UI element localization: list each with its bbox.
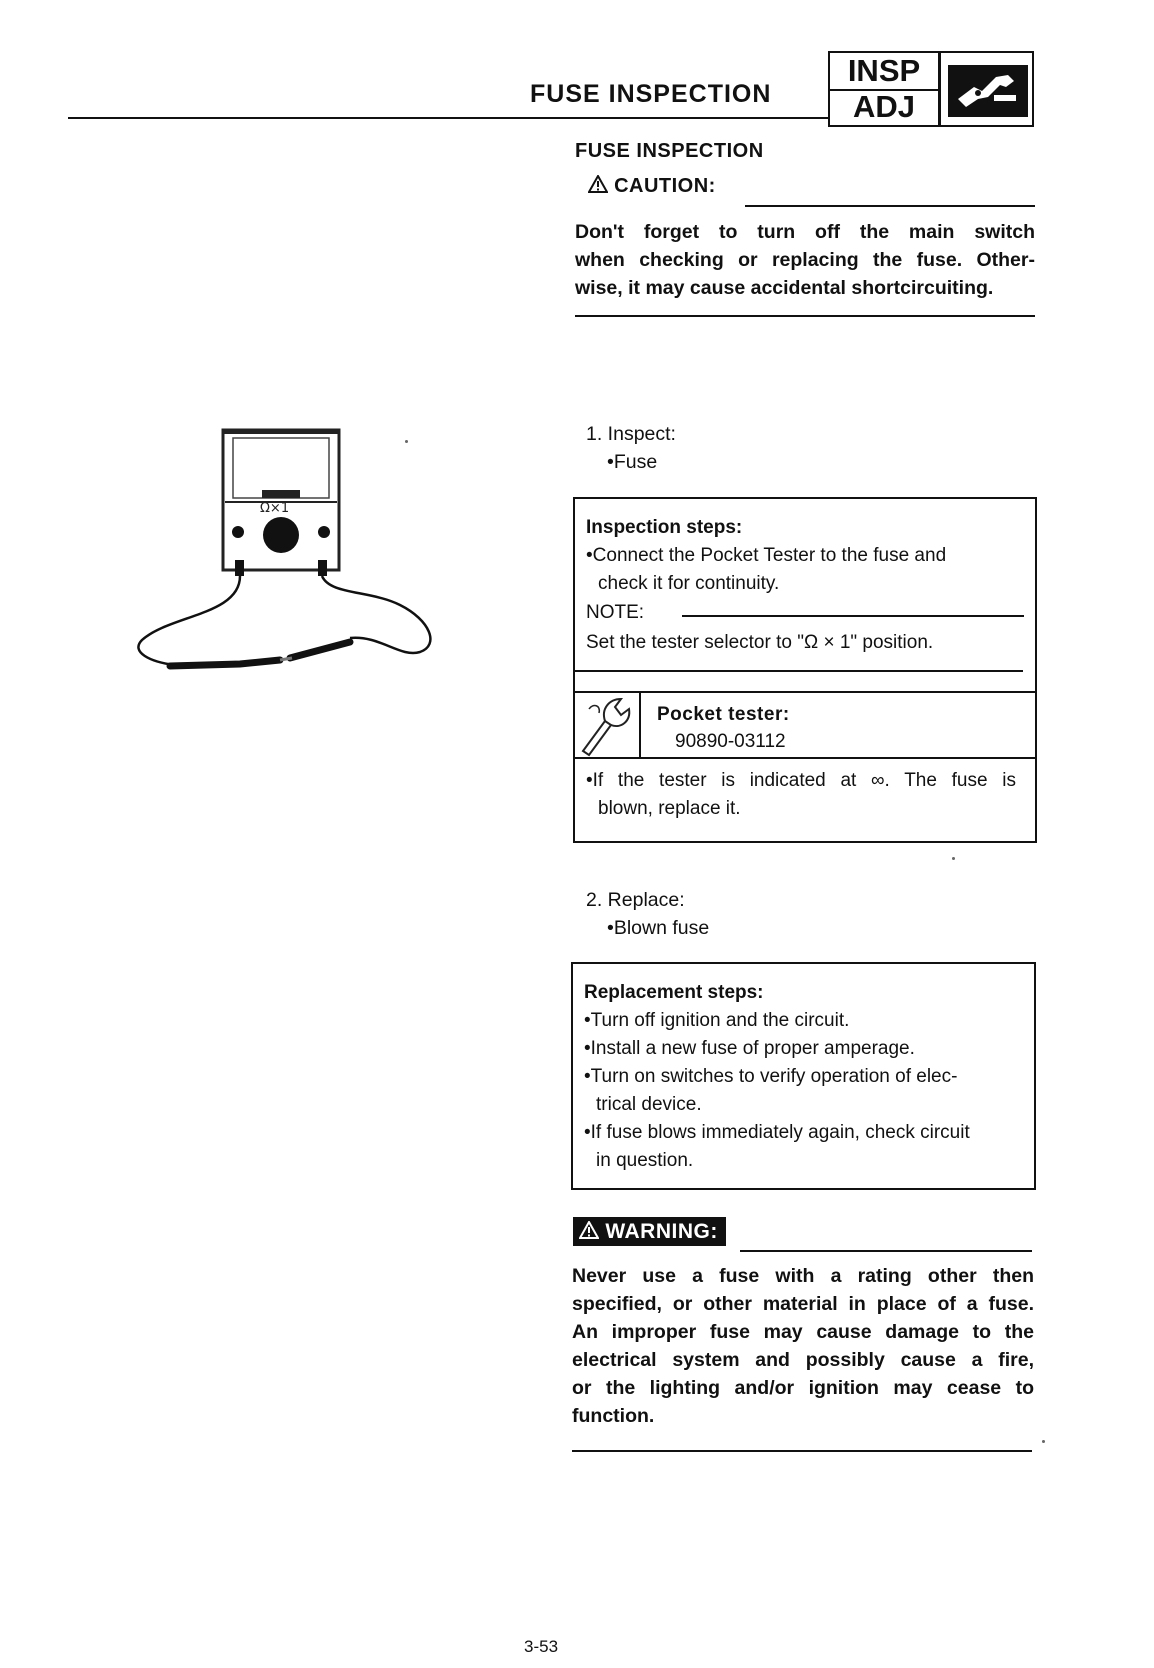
- caution-triangle-icon: [588, 175, 614, 197]
- scan-speck: [1042, 1440, 1045, 1443]
- warning-line: electrical system and possibly cause a fire,: [572, 1349, 1034, 1371]
- caution-rule-bottom: [575, 315, 1035, 317]
- caution-text: [575, 218, 1035, 302]
- step1-item: •Fuse: [607, 451, 658, 473]
- replacement-steps-title: Replacement steps:: [584, 982, 764, 1003]
- warning-line: or the lighting and/or ignition may cease to: [572, 1377, 1034, 1399]
- pocket-tester-illustration: [130, 420, 470, 680]
- step1-label: 1. Inspect:: [586, 423, 676, 445]
- tab-adj-label: ADJ: [852, 89, 915, 124]
- caution-line: wise, it may cause accidental shortcircuiting.: [575, 277, 994, 299]
- page-number: 3-53: [524, 1637, 559, 1656]
- replacement-line: trical device.: [596, 1094, 702, 1115]
- tool-name: Pocket tester:: [657, 704, 790, 725]
- inspection-steps-title: Inspection steps:: [586, 517, 743, 538]
- warning-text: [572, 1262, 1034, 1430]
- step2-label: 2. Replace:: [586, 889, 685, 911]
- scan-speck: [952, 857, 955, 860]
- warning-line: Never use a fuse with a rating other then: [572, 1265, 1034, 1287]
- caution-label: CAUTION:: [614, 175, 716, 197]
- note-text: Set the tester selector to "Ω × 1" position.: [586, 632, 934, 653]
- caution-rule-top: [745, 205, 1035, 207]
- replacement-line: •Turn off ignition and the circuit.: [584, 1010, 850, 1031]
- inspection-steps-box: [573, 497, 1037, 843]
- warning-line: specified, or other material in place of a fuse.: [572, 1293, 1034, 1315]
- section-title: FUSE INSPECTION: [575, 140, 764, 162]
- inspection-bullet-line: check it for continuity.: [598, 573, 780, 594]
- replacement-line: in question.: [596, 1150, 694, 1171]
- result-line: blown, replace it.: [598, 798, 741, 819]
- header-rule: [68, 117, 828, 119]
- caution-line: when checking or replacing the fuse. Other-: [575, 249, 1035, 271]
- page-title: FUSE INSPECTION: [530, 80, 772, 108]
- replacement-line: •Install a new fuse of proper amperage.: [584, 1038, 915, 1059]
- warning-triangle-icon: [579, 1220, 605, 1243]
- pocket-tester-with-probes-icon: [130, 420, 470, 680]
- warning-rule-bottom: [572, 1450, 1032, 1452]
- warning-rule-top: [740, 1250, 1032, 1252]
- caution-heading: [588, 175, 716, 198]
- replacement-line: •Turn on switches to verify operation of elec-: [584, 1066, 958, 1087]
- note-rule-top: [682, 615, 1024, 617]
- caution-line: Don't forget to turn off the main switch: [575, 221, 1035, 243]
- scan-speck: [405, 440, 408, 443]
- replacement-line: •If fuse blows immediately again, check circuit: [584, 1122, 970, 1143]
- warning-label: WARNING:: [605, 1220, 718, 1243]
- warning-line: An improper fuse may cause damage to the: [572, 1321, 1034, 1343]
- tool-part-number: 90890-03112: [675, 731, 786, 752]
- wrench-hand-icon: [948, 65, 1028, 117]
- special-tool-icon: [575, 693, 641, 757]
- note-rule-bottom: [575, 670, 1023, 672]
- step2-item: •Blown fuse: [607, 917, 710, 939]
- section-tab: [828, 51, 1034, 127]
- warning-heading: [573, 1217, 726, 1246]
- special-tool-box: [573, 691, 1037, 759]
- inspection-bullet-line: •Connect the Pocket Tester to the fuse and: [586, 545, 947, 566]
- note-label: NOTE:: [586, 602, 645, 623]
- result-line: •If the tester is indicated at ∞. The fuse is: [586, 770, 1016, 791]
- tab-insp-label: INSP: [830, 53, 938, 91]
- meter-range-label: Ω×1: [260, 501, 290, 516]
- warning-line: function.: [572, 1405, 655, 1427]
- replacement-steps-box: [571, 962, 1036, 1190]
